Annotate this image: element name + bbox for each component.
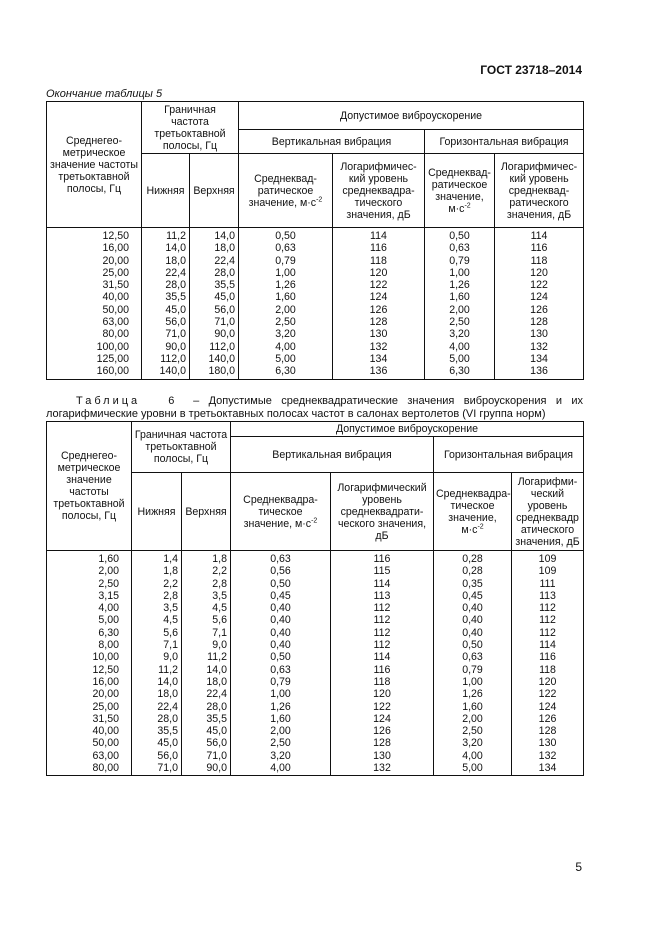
table-cell: 22,4 — [132, 701, 182, 713]
table-cell: 1,8 — [182, 551, 231, 566]
table5 — [46, 101, 584, 380]
table-cell: 0,40 — [434, 602, 512, 614]
table-cell: 118 — [495, 255, 584, 267]
table5-header-rms-vertical: Среднеквад-ратическое значение, $м\cdot с^{-2}$ — [239, 154, 333, 228]
table-cell: 125,00 — [47, 353, 142, 365]
table-cell: 116 — [331, 551, 434, 566]
table-cell: 126 — [512, 713, 584, 725]
table-cell: 124 — [495, 291, 584, 303]
table-cell: 132 — [331, 762, 434, 776]
table-cell: 120 — [331, 688, 434, 700]
table-cell: 114 — [331, 578, 434, 590]
table-cell: 25,00 — [47, 701, 132, 713]
table-cell: 40,00 — [47, 725, 132, 737]
table-cell: 118 — [512, 664, 584, 676]
table-cell: 180,0 — [190, 365, 239, 379]
table-cell: 4,5 — [182, 602, 231, 614]
table-row — [47, 328, 584, 340]
table-cell: 136 — [495, 365, 584, 379]
table-cell: 2,2 — [182, 565, 231, 577]
table6-header-accel: Допустимое виброускорение — [231, 422, 584, 437]
table6-title-line1: Таблица 6 – Допустимые среднеквадратические значения виброускорения и их — [76, 395, 583, 407]
table-cell: 90,0 — [142, 341, 190, 353]
table-row — [47, 341, 584, 353]
table-row — [47, 279, 584, 291]
table-cell: 0,79 — [231, 676, 331, 688]
table-cell: 0,79 — [425, 255, 495, 267]
table-cell: 0,50 — [231, 651, 331, 663]
table6-label: Таблица — [76, 395, 141, 407]
table-row — [47, 304, 584, 316]
table-cell: 3,20 — [231, 750, 331, 762]
table-cell: 18,0 — [190, 242, 239, 254]
table-cell: 128 — [512, 725, 584, 737]
table-cell: 134 — [495, 353, 584, 365]
page-number: 5 — [575, 860, 582, 874]
table-cell: 31,50 — [47, 713, 132, 725]
table-cell: 6,30 — [425, 365, 495, 379]
table-row — [47, 725, 584, 737]
table-cell: 112 — [512, 602, 584, 614]
table-cell: 9,0 — [132, 651, 182, 663]
table-cell: 1,00 — [425, 267, 495, 279]
table-cell: 0,40 — [434, 614, 512, 626]
table-cell: 0,50 — [425, 228, 495, 243]
table-row — [47, 713, 584, 725]
table-cell: 112 — [331, 614, 434, 626]
table-row — [47, 676, 584, 688]
table-cell: 14,0 — [182, 664, 231, 676]
table-cell: 3,20 — [434, 737, 512, 749]
table-cell: 63,00 — [47, 750, 132, 762]
table-cell: 80,00 — [47, 762, 132, 776]
table6-number: 6 — [168, 395, 175, 407]
table5-header-low: Нижняя — [142, 154, 190, 228]
table6-header-freq: Среднегео-метрическое значение частоты третьоктавной полосы, Гц — [47, 422, 132, 551]
table-cell: 5,6 — [132, 627, 182, 639]
table-cell: 18,0 — [132, 688, 182, 700]
table-cell: 2,00 — [425, 304, 495, 316]
table-cell: 140,0 — [190, 353, 239, 365]
table-row — [47, 242, 584, 254]
table5-header-high: Верхняя — [190, 154, 239, 228]
table-row — [47, 551, 584, 566]
table-cell: 4,00 — [434, 750, 512, 762]
table-cell: 5,6 — [182, 614, 231, 626]
table-cell: 31,50 — [47, 279, 142, 291]
table-cell: 45,0 — [132, 737, 182, 749]
table5-header-log-vertical: Логарифмичес-кий уровень среднеквадра-тического значения, дБ — [333, 154, 425, 228]
table-cell: 130 — [495, 328, 584, 340]
table-cell: 71,0 — [132, 762, 182, 776]
table-cell: 2,00 — [231, 725, 331, 737]
table-cell: 56,0 — [190, 304, 239, 316]
table6-header-log-vertical: Логарифмический уровень среднеквадрати-ческого значения, дБ — [331, 473, 434, 551]
table-cell: 2,50 — [434, 725, 512, 737]
table-cell: 112 — [331, 627, 434, 639]
table-cell: 112,0 — [142, 353, 190, 365]
table-cell: 0,63 — [239, 242, 333, 254]
table-cell: 115 — [331, 565, 434, 577]
table-cell: 90,0 — [182, 762, 231, 776]
table-cell: 6,30 — [47, 627, 132, 639]
table-cell: 1,4 — [132, 551, 182, 566]
table-cell: 25,00 — [47, 267, 142, 279]
table-cell: 126 — [495, 304, 584, 316]
table6 — [46, 421, 584, 776]
table-cell: 130 — [333, 328, 425, 340]
table-cell: 11,2 — [142, 228, 190, 243]
table-cell: 3,20 — [239, 328, 333, 340]
table-cell: 120 — [495, 267, 584, 279]
table-row — [47, 627, 584, 639]
table-cell: 18,0 — [182, 676, 231, 688]
table-cell: 116 — [333, 242, 425, 254]
table-cell: 132 — [495, 341, 584, 353]
table-cell: 136 — [333, 365, 425, 379]
table-cell: 2,00 — [434, 713, 512, 725]
table-row — [47, 602, 584, 614]
table-cell: 0,40 — [231, 639, 331, 651]
table-cell: 0,63 — [434, 651, 512, 663]
table-cell: 134 — [333, 353, 425, 365]
table6-header-horizontal: Горизонтальная вибрация — [434, 437, 584, 473]
table-cell: 5,00 — [47, 614, 132, 626]
table-cell: 3,5 — [182, 590, 231, 602]
table-cell: 126 — [331, 725, 434, 737]
table-cell: 1,26 — [231, 701, 331, 713]
table-cell: 116 — [495, 242, 584, 254]
table-row — [47, 750, 584, 762]
table-cell: 28,0 — [182, 701, 231, 713]
table-cell: 40,00 — [47, 291, 142, 303]
table-cell: 3,15 — [47, 590, 132, 602]
table-cell: 4,00 — [239, 341, 333, 353]
table-cell: 2,00 — [239, 304, 333, 316]
table-cell: 0,63 — [231, 551, 331, 566]
table-cell: 126 — [333, 304, 425, 316]
table-cell: 14,0 — [142, 242, 190, 254]
table-cell: 0,45 — [231, 590, 331, 602]
table-row — [47, 228, 584, 243]
table5-header-log-horizontal: Логарифмичес-кий уровень среднеквад-ратического значения, дБ — [495, 154, 584, 228]
table-cell: 28,0 — [190, 267, 239, 279]
table-row — [47, 762, 584, 776]
table-cell: 1,00 — [239, 267, 333, 279]
table-cell: 132 — [333, 341, 425, 353]
table6-header-low: Нижняя — [132, 473, 182, 551]
table-row — [47, 590, 584, 602]
table-cell: 113 — [331, 590, 434, 602]
table-cell: 28,0 — [142, 279, 190, 291]
table-cell: 4,5 — [132, 614, 182, 626]
table-cell: 8,00 — [47, 639, 132, 651]
table-cell: 4,00 — [231, 762, 331, 776]
table-cell: 45,0 — [142, 304, 190, 316]
table-cell: 90,0 — [190, 328, 239, 340]
table-cell: 2,50 — [239, 316, 333, 328]
table-cell: 56,0 — [132, 750, 182, 762]
table-row — [47, 688, 584, 700]
table-cell: 56,0 — [142, 316, 190, 328]
table-cell: 116 — [512, 651, 584, 663]
table-cell: 118 — [331, 676, 434, 688]
table-cell: 122 — [331, 701, 434, 713]
table-row — [47, 291, 584, 303]
table6-header-log-horizontal: Логарифми-ческий уровень среднеквадр атического значения, дБ — [512, 473, 584, 551]
table-row — [47, 639, 584, 651]
table-row — [47, 255, 584, 267]
table6-heading — [46, 395, 583, 421]
table-row — [47, 353, 584, 365]
table-cell: 28,0 — [132, 713, 182, 725]
table-cell: 50,00 — [47, 304, 142, 316]
table-cell: 2,50 — [47, 578, 132, 590]
table-cell: 2,2 — [132, 578, 182, 590]
table-cell: 112 — [331, 639, 434, 651]
table-cell: 112 — [331, 602, 434, 614]
table-cell: 114 — [333, 228, 425, 243]
table-cell: 1,60 — [47, 551, 132, 566]
table-cell: 7,1 — [182, 627, 231, 639]
table-cell: 50,00 — [47, 737, 132, 749]
table-cell: 111 — [512, 578, 584, 590]
table-cell: 0,63 — [425, 242, 495, 254]
table-cell: 0,28 — [434, 551, 512, 566]
table-cell: 122 — [495, 279, 584, 291]
table-cell: 16,00 — [47, 676, 132, 688]
table-cell: 35,5 — [190, 279, 239, 291]
table6-title-line2: логарифмические уровни в третьоктавных полосах частот в салонах вертолетов (VI группа норм) — [46, 408, 546, 420]
table-cell: 0,28 — [434, 565, 512, 577]
table5-body — [47, 228, 584, 380]
table5-header-accel: Допустимое виброускорение — [239, 102, 584, 130]
table-cell: 2,50 — [425, 316, 495, 328]
table-cell: 2,8 — [182, 578, 231, 590]
table-cell: 63,00 — [47, 316, 142, 328]
table-cell: 1,00 — [231, 688, 331, 700]
table-cell: 20,00 — [47, 255, 142, 267]
table-cell: 71,0 — [142, 328, 190, 340]
table-cell: 0,45 — [434, 590, 512, 602]
table-cell: 12,50 — [47, 228, 142, 243]
table-cell: 112 — [512, 614, 584, 626]
table5-caption: Окончание таблицы 5 — [46, 88, 163, 100]
table-row — [47, 664, 584, 676]
table6-header-vertical: Вертикальная вибрация — [231, 437, 434, 473]
table-cell: 4,00 — [47, 602, 132, 614]
table-cell: 124 — [333, 291, 425, 303]
table-cell: 35,5 — [142, 291, 190, 303]
table-cell: 11,2 — [132, 664, 182, 676]
table5-header-horizontal: Горизонтальная вибрация — [425, 130, 584, 154]
table-cell: 120 — [333, 267, 425, 279]
table-cell: 4,00 — [425, 341, 495, 353]
table-cell: 45,0 — [182, 725, 231, 737]
table-cell: 16,00 — [47, 242, 142, 254]
table-cell: 0,63 — [231, 664, 331, 676]
table-cell: 20,00 — [47, 688, 132, 700]
table-row — [47, 316, 584, 328]
table-cell: 124 — [331, 713, 434, 725]
table-cell: 71,0 — [182, 750, 231, 762]
table-cell: 118 — [333, 255, 425, 267]
table-cell: 6,30 — [239, 365, 333, 379]
table-cell: 11,2 — [182, 651, 231, 663]
table-cell: 114 — [512, 639, 584, 651]
table-cell: 3,20 — [425, 328, 495, 340]
table-cell: 0,56 — [231, 565, 331, 577]
table-cell: 0,35 — [434, 578, 512, 590]
table-cell: 109 — [512, 551, 584, 566]
table-row — [47, 614, 584, 626]
table-cell: 1,60 — [239, 291, 333, 303]
table-cell: 1,60 — [425, 291, 495, 303]
table-cell: 100,00 — [47, 341, 142, 353]
table6-body — [47, 551, 584, 776]
table-cell: 0,79 — [239, 255, 333, 267]
table-cell: 12,50 — [47, 664, 132, 676]
table-cell: 35,5 — [132, 725, 182, 737]
table-cell: 0,79 — [434, 664, 512, 676]
table-cell: 113 — [512, 590, 584, 602]
table-cell: 128 — [331, 737, 434, 749]
table-cell: 0,40 — [231, 614, 331, 626]
table-row — [47, 651, 584, 663]
table5-header-bound: Граничная частота третьоктавной полосы, Гц — [142, 102, 239, 154]
table-cell: 35,5 — [182, 713, 231, 725]
table-cell: 122 — [512, 688, 584, 700]
table-cell: 116 — [331, 664, 434, 676]
table-cell: 1,26 — [425, 279, 495, 291]
table-cell: 56,0 — [182, 737, 231, 749]
table-cell: 112,0 — [190, 341, 239, 353]
table5-header-vertical: Вертикальная вибрация — [239, 130, 425, 154]
table-cell: 109 — [512, 565, 584, 577]
table-row — [47, 737, 584, 749]
table-cell: 1,00 — [434, 676, 512, 688]
table6-header-high: Верхняя — [182, 473, 231, 551]
table-cell: 128 — [333, 316, 425, 328]
table-cell: 80,00 — [47, 328, 142, 340]
table-cell: 120 — [512, 676, 584, 688]
table-cell: 0,40 — [231, 627, 331, 639]
table-cell: 22,4 — [190, 255, 239, 267]
table-row — [47, 578, 584, 590]
table-cell: 0,50 — [231, 578, 331, 590]
table-cell: 140,0 — [142, 365, 190, 379]
table-cell: 122 — [333, 279, 425, 291]
table-cell: 5,00 — [425, 353, 495, 365]
table6-header-rms-vertical: Среднеквадра-тическое значение, $м\cdot с^{-2}$ — [231, 473, 331, 551]
table-cell: 14,0 — [190, 228, 239, 243]
table6-header-bound: Граничная частота третьоктавной полосы, Гц — [132, 422, 231, 473]
table6-header-rms-horizontal: Среднеквадра-тическое значение, $м\cdot с^{-2}$ — [434, 473, 512, 551]
table-cell: 45,0 — [190, 291, 239, 303]
table-cell: 5,00 — [239, 353, 333, 365]
table-cell: 18,0 — [142, 255, 190, 267]
table-cell: 2,00 — [47, 565, 132, 577]
table-cell: 0,40 — [231, 602, 331, 614]
table-row — [47, 365, 584, 379]
table-cell: 130 — [512, 737, 584, 749]
table-cell: 1,60 — [434, 701, 512, 713]
table-row — [47, 565, 584, 577]
table-cell: 130 — [331, 750, 434, 762]
table-cell: 0,50 — [434, 639, 512, 651]
table-cell: 22,4 — [142, 267, 190, 279]
table-cell: 3,5 — [132, 602, 182, 614]
table5-header-rms-horizontal: Среднеквад-ратическое значение, $м\cdot с^{-2}$ — [425, 154, 495, 228]
table-cell: 114 — [331, 651, 434, 663]
table-cell: 0,50 — [239, 228, 333, 243]
table-cell: 1,8 — [132, 565, 182, 577]
table-cell: 0,40 — [434, 627, 512, 639]
table-row — [47, 267, 584, 279]
table-cell: 9,0 — [182, 639, 231, 651]
table-cell: 1,60 — [231, 713, 331, 725]
standard-code: ГОСТ 23718–2014 — [480, 63, 582, 77]
table-cell: 10,00 — [47, 651, 132, 663]
table5-header-freq: Среднегео-метрическое значение частоты третьоктавной полосы, Гц — [47, 102, 142, 228]
table-cell: 71,0 — [190, 316, 239, 328]
table-cell: 5,00 — [434, 762, 512, 776]
table-cell: 124 — [512, 701, 584, 713]
table-cell: 22,4 — [182, 688, 231, 700]
table-cell: 14,0 — [132, 676, 182, 688]
table-cell: 2,8 — [132, 590, 182, 602]
table-cell: 132 — [512, 750, 584, 762]
table-cell: 160,00 — [47, 365, 142, 379]
table-row — [47, 701, 584, 713]
table-cell: 7,1 — [132, 639, 182, 651]
table-cell: 1,26 — [239, 279, 333, 291]
table-cell: 114 — [495, 228, 584, 243]
table-cell: 1,26 — [434, 688, 512, 700]
table-cell: 134 — [512, 762, 584, 776]
table-cell: 2,50 — [231, 737, 331, 749]
table-cell: 128 — [495, 316, 584, 328]
table-cell: 112 — [512, 627, 584, 639]
